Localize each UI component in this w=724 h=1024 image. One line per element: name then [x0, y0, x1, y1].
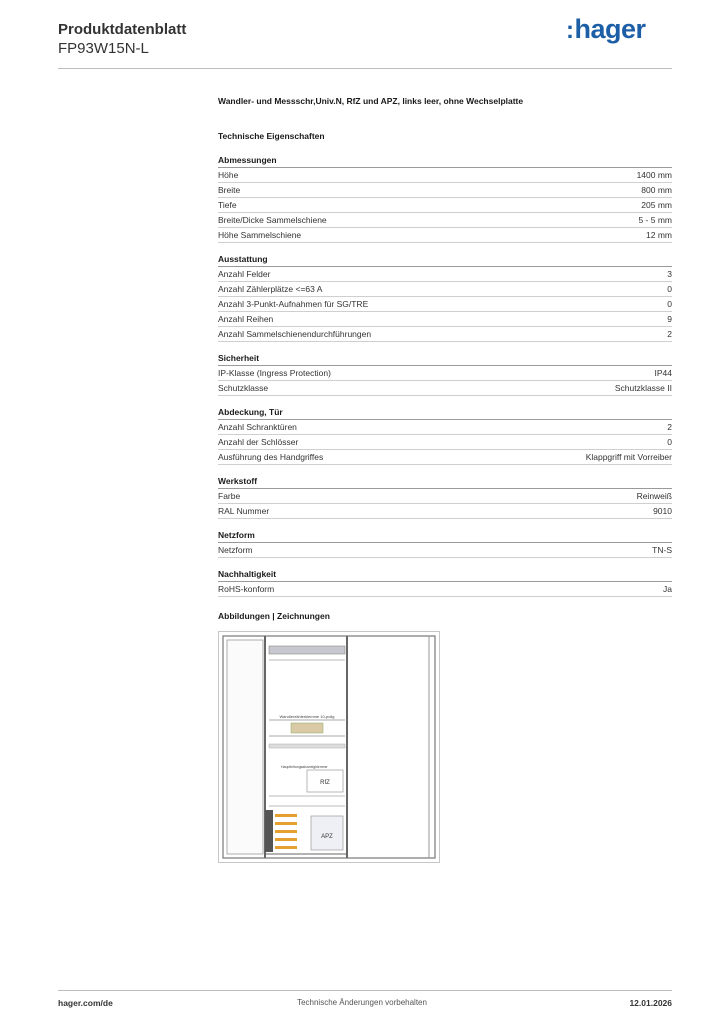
spec-row: [218, 381, 672, 396]
left-stack: [265, 810, 273, 852]
spec-row: [218, 582, 672, 597]
spec-value: IP44: [654, 368, 672, 378]
spec-value: 3: [667, 269, 672, 279]
spec-label: RAL Nummer: [218, 506, 270, 516]
footer-date: 12.01.2026: [629, 998, 672, 1008]
spec-row: [218, 267, 672, 282]
apz-box: [311, 816, 343, 850]
spec-label: Anzahl Zählerplätze <=63 A: [218, 284, 323, 294]
spec-value: 0: [667, 284, 672, 294]
spec-row: [218, 183, 672, 198]
spec-label: Höhe Sammelschiene: [218, 230, 302, 240]
spec-section: [218, 406, 672, 465]
spec-section: [218, 568, 672, 597]
logo-dots: :: [566, 17, 574, 44]
spec-value: Ja: [663, 584, 672, 594]
spec-value: Reinweiß: [636, 491, 672, 501]
spec-row: [218, 450, 672, 465]
spec-row: [218, 312, 672, 327]
spec-value: 800 mm: [641, 185, 672, 195]
spec-row: [218, 504, 672, 519]
spec-label: Anzahl Felder: [218, 269, 271, 279]
spec-row: [218, 297, 672, 312]
cabinet-drawing: [219, 632, 439, 862]
article-number: FP93W15N-L: [58, 40, 149, 57]
footer-divider: [58, 990, 672, 991]
spec-label: Breite/Dicke Sammelschiene: [218, 215, 327, 225]
spec-label: Höhe: [218, 170, 239, 180]
spec-label: RoHS-konform: [218, 584, 275, 594]
spec-section: [218, 154, 672, 243]
spec-value: Klappgriff mit Vorreiber: [585, 452, 672, 462]
spec-label: Ausführung des Handgriffes: [218, 452, 324, 462]
spec-section: [218, 529, 672, 558]
spec-label: Tiefe: [218, 200, 237, 210]
figures-title: Abbildungen | Zeichnungen: [218, 611, 330, 621]
spec-row: [218, 420, 672, 435]
spec-section: [218, 253, 672, 342]
busbar-strip-3: [275, 830, 297, 833]
spec-label: Anzahl Sammelschienendurchführungen: [218, 329, 372, 339]
section-title: Sicherheit: [218, 352, 672, 366]
divider-bar: [269, 744, 345, 748]
spec-section: [218, 352, 672, 396]
busbar-strip-5: [275, 846, 297, 849]
apz-label: APZ: [321, 834, 333, 840]
spec-label: Anzahl 3-Punkt-Aufnahmen für SG/TRE: [218, 299, 369, 309]
section-title: Abmessungen: [218, 154, 672, 168]
spec-value: 0: [667, 299, 672, 309]
small-label: Hauptleitungsabzweigklemme: [281, 765, 328, 769]
tech-heading: Technische Eigenschaften: [218, 131, 325, 141]
spec-label: Farbe: [218, 491, 241, 501]
footer-website: hager.com/de: [58, 998, 113, 1008]
spec-value: 9: [667, 314, 672, 324]
spec-row: [218, 543, 672, 558]
spec-label: Netzform: [218, 545, 253, 555]
busbar-strip-4: [275, 838, 297, 841]
spec-sections: [218, 154, 672, 597]
busbar-strip-2: [275, 822, 297, 825]
busbar-strip-1: [275, 814, 297, 817]
spec-row: [218, 489, 672, 504]
spec-row: [218, 366, 672, 381]
logo-text: hager: [574, 14, 646, 44]
spec-row: [218, 198, 672, 213]
section-title: Ausstattung: [218, 253, 672, 267]
busbar-top: [269, 646, 345, 654]
product-drawing: [218, 631, 440, 863]
spec-label: Breite: [218, 185, 241, 195]
spec-label: Anzahl Schranktüren: [218, 422, 297, 432]
datasheet-content: [218, 96, 672, 863]
spec-row: [218, 168, 672, 183]
spec-label: IP-Klasse (Ingress Protection): [218, 368, 331, 378]
product-description: Wandler- und Messschr,Univ.N, RfZ und APZ, links leer, ohne Wechselplatte: [218, 96, 524, 106]
spec-value: TN-S: [652, 545, 672, 555]
left-empty-field: [227, 640, 263, 854]
spec-value: 5 - 5 mm: [638, 215, 672, 225]
spec-row: [218, 228, 672, 243]
page-title: Produktdatenblatt: [58, 21, 187, 38]
spec-row: [218, 435, 672, 450]
section-title: Abdeckung, Tür: [218, 406, 672, 420]
spec-row: [218, 282, 672, 297]
spec-value: 2: [667, 422, 672, 432]
section-title: Nachhaltigkeit: [218, 568, 672, 582]
spec-label: Anzahl der Schlösser: [218, 437, 299, 447]
spec-value: Schutzklasse II: [614, 383, 672, 393]
spec-value: 9010: [653, 506, 672, 516]
hager-logo: [566, 14, 646, 45]
spec-value: 2: [667, 329, 672, 339]
section-title: Werkstoff: [218, 475, 672, 489]
rfz-label: RfZ: [320, 780, 330, 786]
spec-row: [218, 327, 672, 342]
spec-section: [218, 475, 672, 519]
spec-value: 205 mm: [641, 200, 672, 210]
spec-value: 12 mm: [646, 230, 672, 240]
section-title: Netzform: [218, 529, 672, 543]
spec-label: Schutzklasse: [218, 383, 269, 393]
header-divider: [58, 68, 672, 69]
terminal-label: Wandlerzählerklemme 10-polig: [279, 714, 335, 719]
spec-value: 0: [667, 437, 672, 447]
footer-note: Technische Änderungen vorbehalten: [297, 998, 427, 1007]
spec-value: 1400 mm: [636, 170, 672, 180]
spec-label: Anzahl Reihen: [218, 314, 274, 324]
spec-row: [218, 213, 672, 228]
terminal-block: [291, 723, 323, 733]
